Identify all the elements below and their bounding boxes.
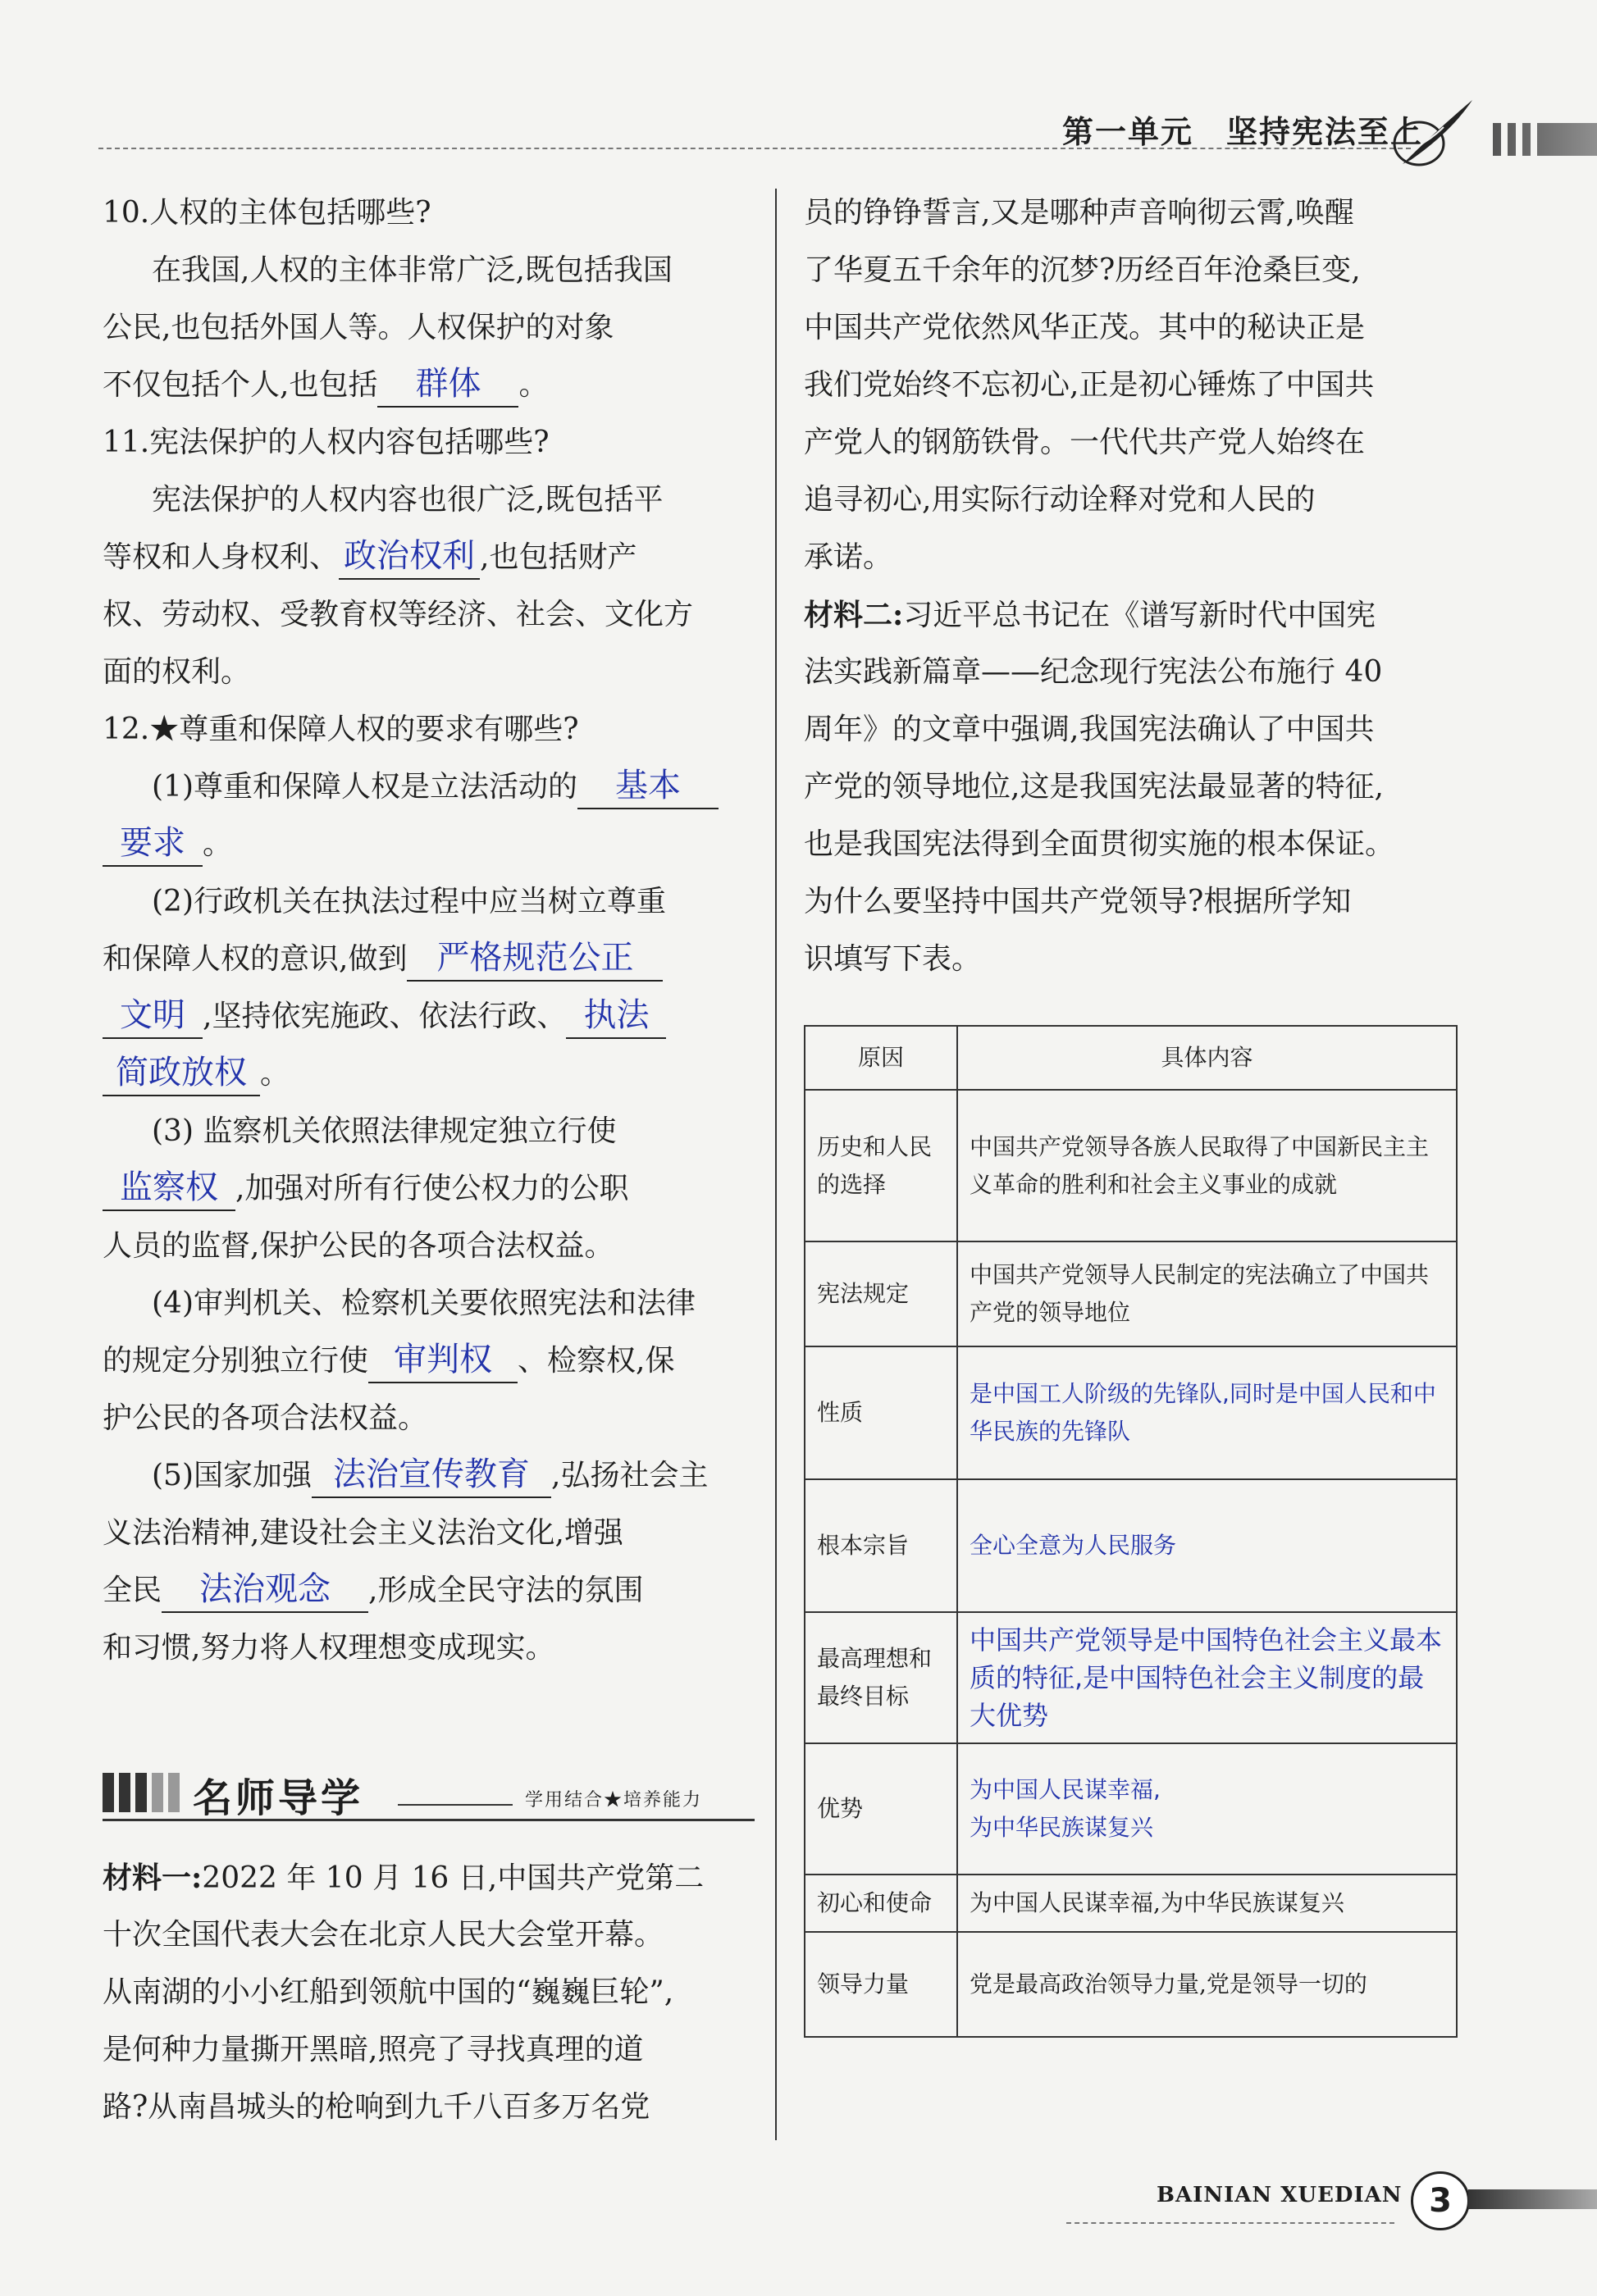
q12-part-5-line-4: 和习惯,努力将人权理想变成现实。 — [103, 1631, 555, 1665]
page-footer — [1066, 2165, 1597, 2239]
material-one-cont-2: 了华夏五千余年的沉梦?历经百年沧桑巨变, — [804, 253, 1361, 287]
q12-part-1-cont: 要求 。 — [103, 816, 755, 873]
reasons-table — [804, 1025, 1458, 2038]
material-one-cont-1: 员的铮铮誓言,又是哪种声音响彻云霄,唤醒 — [804, 196, 1354, 230]
left-column — [103, 184, 755, 1677]
question-11: 11.宪法保护的人权内容包括哪些? — [103, 426, 550, 459]
right-column — [804, 184, 1460, 988]
table-row — [805, 1612, 1457, 1743]
q12-part-1: (1)尊重和保障人权是立法活动的 基本 — [103, 758, 755, 816]
q11-line-2: 等权和人身权利、 政治权利 ,也包括财产 — [103, 529, 755, 586]
answer-blank[interactable]: 简政放权 — [103, 1050, 260, 1096]
q12-part-5-line-2: 义法治精神,建设社会主义法治文化,增强 — [103, 1516, 623, 1550]
question-10: 10.人权的主体包括哪些? — [103, 196, 431, 230]
reason-cell: 领导力量 — [805, 1932, 957, 2037]
section-banner — [103, 1763, 755, 1820]
reason-cell: 最高理想和 最终目标 — [805, 1612, 957, 1743]
q12-part-4-line-1: (4)审判机关、检察机关要依照宪法和法律 — [152, 1287, 696, 1320]
material-two-line-5: 也是我国宪法得到全面贯彻实施的根本保证。 — [804, 827, 1395, 861]
material-one-cont-3: 中国共产党依然风华正茂。其中的秘诀正是 — [804, 311, 1366, 344]
answer-blank[interactable]: 群体 — [377, 362, 518, 408]
material-one-line-1: 材料一:2022 年 10 月 16 日,中国共产党第二 — [103, 1861, 705, 1895]
reason-cell: 根本宗旨 — [805, 1479, 957, 1612]
q10-line-3: 不仅包括个人,也包括 群体 。 — [103, 357, 755, 414]
question-12: 12.★尊重和保障人权的要求有哪些? — [103, 713, 579, 746]
banner-rule-short — [398, 1804, 513, 1806]
q10-line-1: 在我国,人权的主体非常广泛,既包括我国 — [152, 253, 673, 287]
table-row — [805, 1932, 1457, 2037]
answer-blank[interactable]: 监察权 — [103, 1165, 235, 1211]
answer-cell[interactable]: 为中国人民谋幸福, 为中华民族谋复兴 — [957, 1743, 1457, 1875]
table-row — [805, 1346, 1457, 1479]
q10-line-2: 公民,也包括外国人等。人权保护的对象 — [103, 311, 614, 344]
material-two-line-4: 产党的领导地位,这是我国宪法最显著的特征, — [804, 770, 1384, 804]
header-bar-decoration — [1493, 123, 1597, 156]
material-two-question-2: 识填写下表。 — [804, 942, 982, 976]
material-one-line-4: 是何种力量撕开黑暗,照亮了寻找真理的道 — [103, 2033, 644, 2066]
material-one-line-3: 从南湖的小小红船到领航中国的“巍巍巨轮”, — [103, 1975, 674, 2009]
column-divider — [775, 189, 777, 2140]
q12-part-4-line-2: 的规定分别独立行使 审判权 、检察权,保 — [103, 1332, 755, 1390]
q12-part-5-line-3: 全民 法治观念 ,形成全民守法的氛围 — [103, 1562, 755, 1620]
answer-blank[interactable]: 政治权利 — [339, 534, 480, 580]
q12-part-3-line-3: 人员的监督,保护公民的各项合法权益。 — [103, 1229, 614, 1263]
table-header-row — [805, 1026, 1457, 1090]
q11-line-4: 面的权利。 — [103, 655, 251, 689]
answer-blank[interactable]: 执法 — [566, 993, 666, 1039]
material-one-cont-4: 我们党始终不忘初心,正是初心锤炼了中国共 — [804, 368, 1375, 402]
answer-blank[interactable]: 基本 — [577, 763, 719, 809]
q11-line-3: 权、劳动权、受教育权等经济、社会、文化方 — [103, 598, 694, 631]
table-header-content: 具体内容 — [957, 1026, 1457, 1090]
answer-cell[interactable]: 是中国工人阶级的先锋队,同时是中国人民和中华民族的先锋队 — [957, 1346, 1457, 1479]
section-title: 名师导学 — [193, 1775, 364, 1821]
unit-title: 第一单元 坚持宪法至上 — [1062, 114, 1424, 150]
page-header — [98, 98, 1597, 164]
content-cell: 中国共产党领导各族人民取得了中国新民主主义革命的胜利和社会主义事业的成就 — [957, 1090, 1457, 1241]
q12-part-3-line-2: 监察权 ,加强对所有行使公权力的公职 — [103, 1160, 755, 1218]
answer-blank[interactable]: 文明 — [103, 993, 203, 1039]
page-number: 3 — [1411, 2171, 1470, 2230]
table-header-reason: 原因 — [805, 1026, 957, 1090]
material-two-question-1: 为什么要坚持中国共产党领导?根据所学知 — [804, 885, 1352, 918]
table-row — [805, 1479, 1457, 1612]
answer-blank[interactable]: 严格规范公正 — [407, 936, 663, 982]
banner-bars-icon — [103, 1773, 185, 1815]
q12-part-3-line-1: (3) 监察机关依照法律规定独立行使 — [152, 1114, 617, 1148]
material-one-cont-5: 产党人的钢筋铁骨。一代代共产党人始终在 — [804, 426, 1366, 459]
material-two-line-2: 法实践新篇章——纪念现行宪法公布施行 40 — [804, 655, 1383, 689]
q11-line-1: 宪法保护的人权内容也很广泛,既包括平 — [152, 483, 664, 517]
answer-blank[interactable]: 法治观念 — [162, 1567, 368, 1613]
material-one — [103, 1849, 755, 2136]
table-row — [805, 1090, 1457, 1241]
reason-cell: 历史和人民 的选择 — [805, 1090, 957, 1241]
reason-cell: 性质 — [805, 1346, 957, 1479]
answer-cell[interactable]: 全心全意为人民服务 — [957, 1479, 1457, 1612]
material-two-line-3: 周年》的文章中强调,我国宪法确认了中国共 — [804, 713, 1375, 746]
content-cell: 中国共产党领导人民制定的宪法确立了中国共产党的领导地位 — [957, 1241, 1457, 1346]
reason-cell: 优势 — [805, 1743, 957, 1875]
footer-rule — [1066, 2222, 1394, 2224]
answer-cell[interactable]: 中国共产党领导是中国特色社会主义最本质的特征,是中国特色社会主义制度的最大优势 — [957, 1612, 1457, 1743]
reason-cell: 宪法规定 — [805, 1241, 957, 1346]
answer-blank[interactable]: 审判权 — [368, 1337, 518, 1383]
q12-part-4-line-3: 护公民的各项合法权益。 — [103, 1401, 428, 1435]
footer-brand: BAINIAN XUEDIAN — [1157, 2183, 1403, 2207]
answer-blank[interactable]: 法治宣传教育 — [312, 1452, 551, 1498]
section-subtitle: 学用结合★培养能力 — [525, 1790, 703, 1811]
material-one-cont-6: 追寻初心,用实际行动诠释对党和人民的 — [804, 483, 1316, 517]
table-row — [805, 1743, 1457, 1875]
table-row — [805, 1875, 1457, 1932]
content-cell: 为中国人民谋幸福,为中华民族谋复兴 — [957, 1875, 1457, 1932]
q12-part-2-line-1: (2)行政机关在执法过程中应当树立尊重 — [152, 885, 666, 918]
material-one-line-5: 路?从南昌城头的枪响到九千八百多万名党 — [103, 2090, 650, 2124]
quill-pen-icon — [1386, 98, 1476, 172]
content-cell: 党是最高政治领导力量,党是领导一切的 — [957, 1932, 1457, 2037]
material-two-line-1: 材料二:习近平总书记在《谱写新时代中国宪 — [804, 598, 1376, 632]
q12-part-2-line-4: 简政放权 。 — [103, 1046, 755, 1103]
table-row — [805, 1241, 1457, 1346]
q12-part-5-line-1: (5)国家加强 法治宣传教育 ,弘扬社会主 — [103, 1447, 755, 1505]
banner-rule — [103, 1819, 755, 1821]
q12-part-2-line-2: 和保障人权的意识,做到 严格规范公正 — [103, 931, 755, 988]
reason-cell: 初心和使命 — [805, 1875, 957, 1932]
material-one-line-2: 十次全国代表大会在北京人民大会堂开幕。 — [103, 1918, 664, 1952]
answer-blank[interactable]: 要求 — [103, 821, 203, 867]
footer-bar-decoration — [1468, 2189, 1597, 2209]
q12-part-2-line-3: 文明 ,坚持依宪施政、依法行政、 执法 — [103, 988, 755, 1046]
material-one-cont-7: 承诺。 — [804, 540, 893, 574]
